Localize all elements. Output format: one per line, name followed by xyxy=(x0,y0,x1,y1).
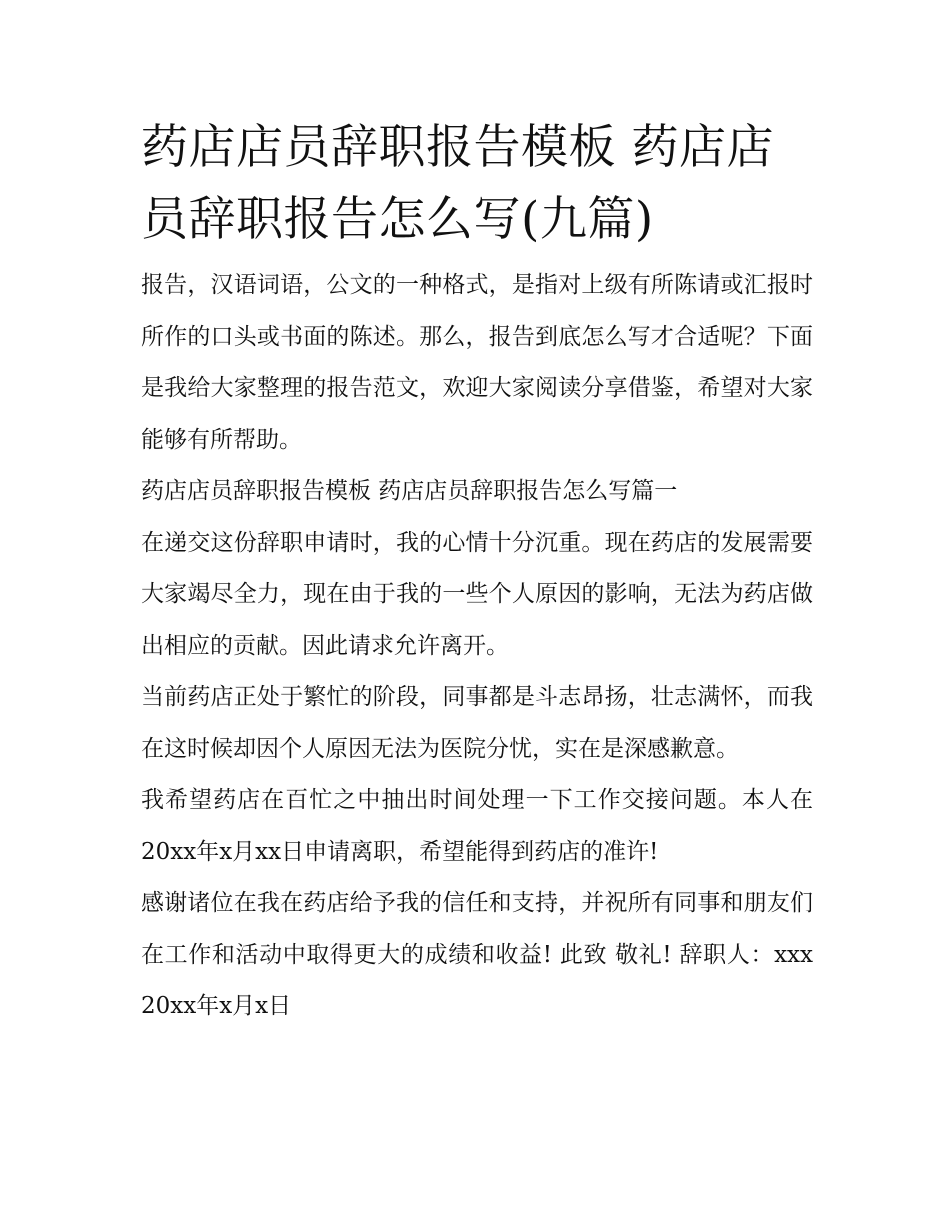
closing-paragraph: 感谢诸位在我在药店给予我的信任和支持，并祝所有同事和朋友们在工作和活动中取得更大的成绩和收益! 此致 敬礼! 辞职人：xxx 20xx年x月x日 xyxy=(141,890,813,1019)
body-paragraph: 在递交这份辞职申请时，我的心情十分沉重。现在药店的发展需要大家竭尽全力，现在由于我的一些个人原因的影响，无法为药店做出相应的贡献。因此请求允许离开。 xyxy=(141,529,813,659)
section-heading: 药店店员辞职报告模板 药店店员辞职报告怎么写篇一 xyxy=(141,478,678,504)
body-paragraph: 我希望药店在百忙之中抽出时间处理一下工作交接问题。本人在20xx年x月xx日申请离职，希望能得到药店的准许! xyxy=(141,787,813,865)
body-paragraph: 当前药店正处于繁忙的阶段，同事都是斗志昂扬，壮志满怀，而我在这时候却因个人原因无法为医院分忧，实在是深感歉意。 xyxy=(141,684,813,762)
document-title: 药店店员辞职报告模板 药店店员辞职报告怎么写(九篇) xyxy=(141,120,774,247)
intro-paragraph: 报告，汉语词语，公文的一种格式，是指对上级有所陈请或汇报时所作的口头或书面的陈述。那么，报告到底怎么写才合适呢？下面是我给大家整理的报告范文，欢迎大家阅读分享借鉴，希望对大家能够有所帮助。 xyxy=(141,272,813,453)
document-page xyxy=(141,112,813,1033)
